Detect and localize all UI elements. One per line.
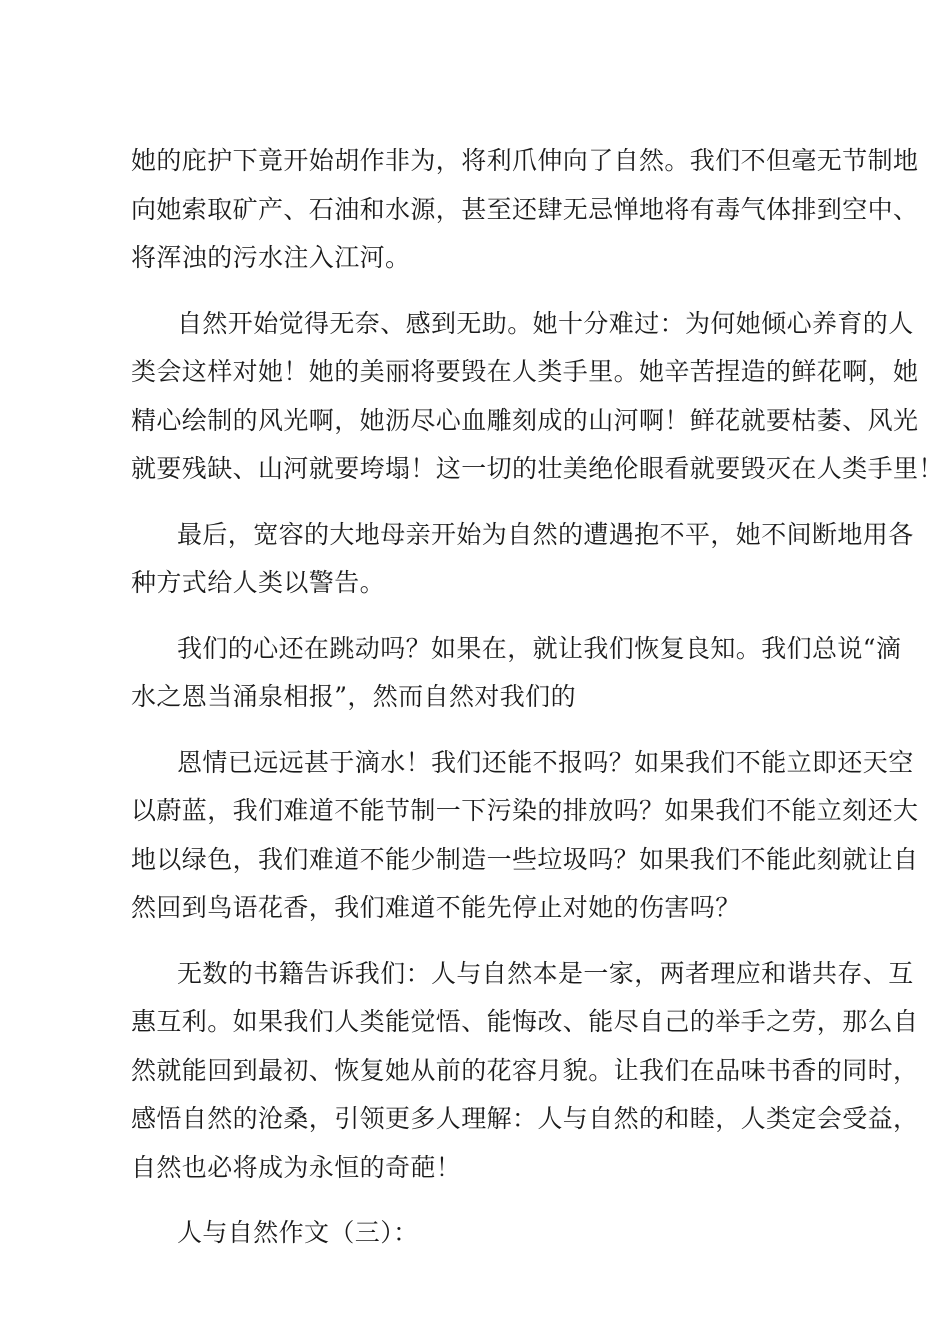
text-line: 感悟自然的沧桑，引领更多人理解：人与自然的和睦，人类定会受益， [131, 1104, 919, 1133]
text-line: 水之恩当涌泉相报”，然而自然对我们的 [131, 682, 576, 711]
text-line: 向她索取矿产、石油和水源，甚至还肆无忌惮地将有毒气体排到空中、 [131, 194, 919, 224]
paragraph-3 [131, 511, 914, 608]
paragraph-7-heading [131, 1209, 831, 1258]
essay-body [131, 137, 944, 1258]
text-line: 将浑浊的污水注入江河。 [131, 243, 411, 272]
section-heading: 人与自然作文（三）： [177, 1218, 419, 1247]
text-line: 我们的心还在跳动吗？如果在，就让我们恢复良知。我们总说“滴 [177, 633, 902, 663]
text-line: 种方式给人类以警告。 [131, 568, 386, 597]
paragraph-6 [131, 950, 919, 1193]
text-line: 最后，宽容的大地母亲开始为自然的遭遇抱不平，她不间断地用各 [177, 519, 914, 549]
paragraph-4 [131, 625, 902, 722]
text-line: 地以绿色，我们难道不能少制造一些垃圾吗？如果我们不能此刻就让自 [131, 844, 919, 874]
text-line: 惠互利。如果我们人类能觉悟、能悔改、能尽自己的举手之劳，那么自 [131, 1007, 919, 1036]
text-line: 无数的书籍告诉我们：人与自然本是一家，两者理应和谐共存、互 [177, 958, 914, 988]
text-line: 就要残缺、山河就要垮塌！这一切的壮美绝伦眼看就要毁灭在人类手里！ [131, 454, 944, 483]
text-line: 精心绘制的风光啊，她沥尽心血雕刻成的山河啊！鲜花就要枯萎、风光 [131, 405, 919, 435]
paragraph-2 [131, 300, 944, 494]
text-line: 以蔚蓝，我们难道不能节制一下污染的排放吗？如果我们不能立刻还大 [131, 796, 919, 825]
text-line: 然就能回到最初、恢复她从前的花容月貌。让我们在品味书香的同时， [131, 1055, 919, 1085]
text-line: 类会这样对她！她的美丽将要毁在人类手里。她辛苦捏造的鲜花啊，她 [131, 357, 919, 386]
text-line: 恩情已远远甚于滴水！我们还能不报吗？如果我们不能立即还天空 [177, 747, 914, 777]
text-line: 自然也必将成为永恒的奇葩！ [131, 1152, 462, 1182]
text-line: 自然开始觉得无奈、感到无助。她十分难过：为何她倾心养育的人 [177, 308, 914, 338]
paragraph-5 [131, 739, 919, 933]
paragraph-1 [131, 137, 919, 283]
text-line: 然回到鸟语花香，我们难道不能先停止对她的伤害吗？ [131, 893, 741, 922]
text-line: 她的庇护下竟开始胡作非为，将利爪伸向了自然。我们不但毫无节制地 [131, 146, 919, 175]
